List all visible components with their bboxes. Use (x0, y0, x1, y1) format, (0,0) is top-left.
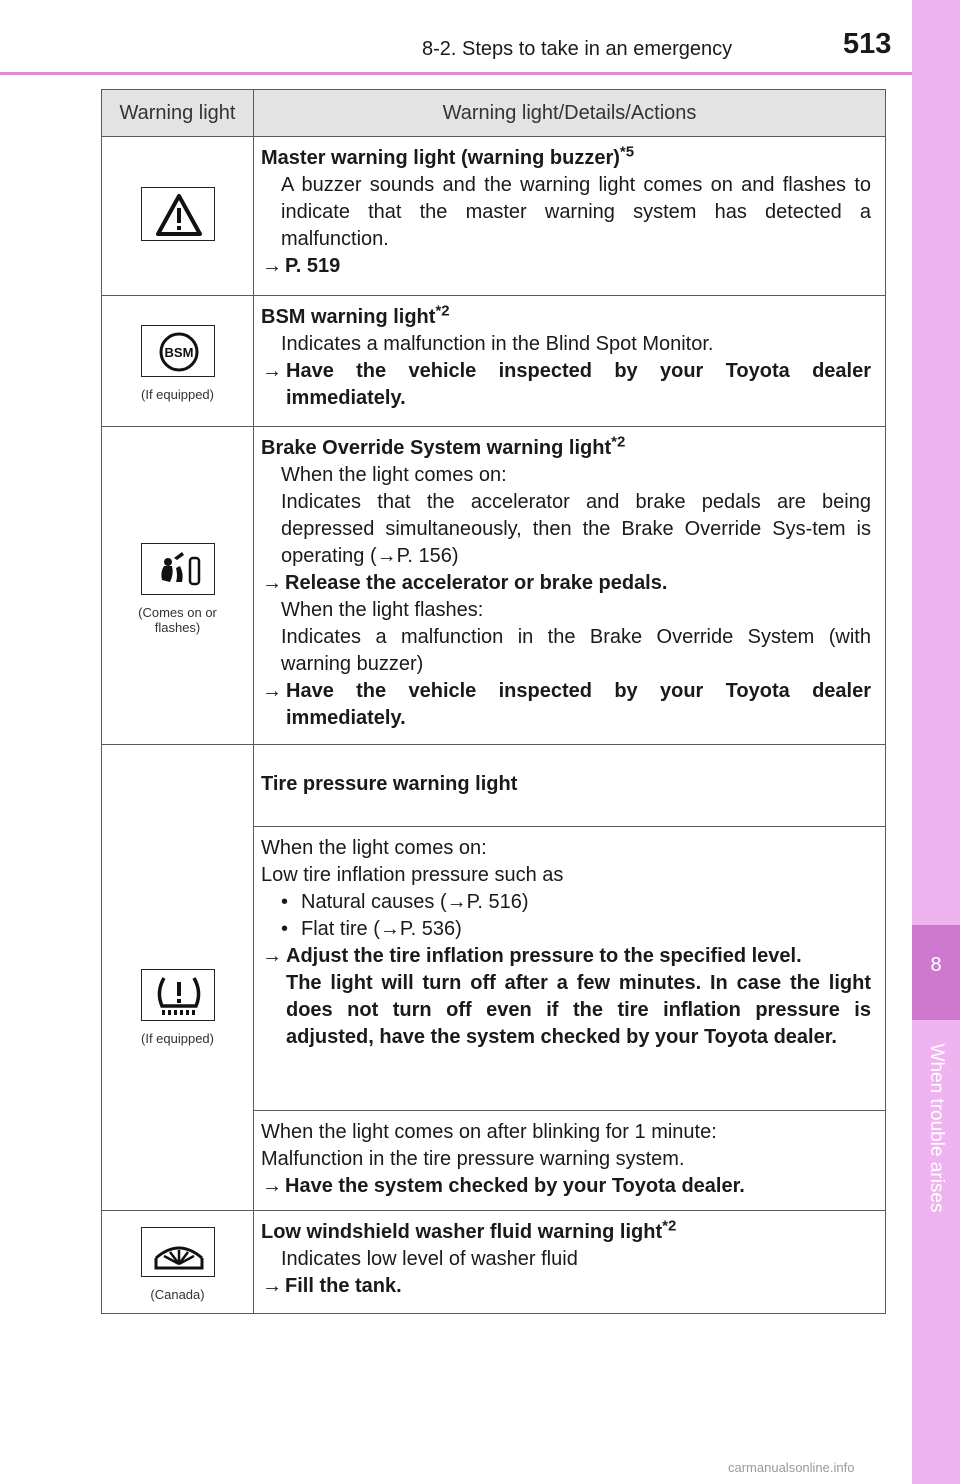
header-details: Warning light/Details/Actions (254, 90, 886, 137)
tire-b-line1: When the light comes on after blinking for 1 minute: (261, 1121, 717, 1143)
master-warning-ref: → P. 519 (262, 255, 341, 277)
brake-override-line2: Indicates that the accelerator and brake pedals are being depressed simultaneously, then the Brake Override Sys-tem is operating (→P. 156) (281, 491, 871, 567)
details-cell (254, 1211, 886, 1314)
details-cell (254, 296, 886, 427)
tire-bullet-1: • Natural causes (→P. 516) (281, 891, 529, 913)
master-warning-triangle-icon (141, 187, 215, 241)
table-row (102, 137, 886, 296)
tire-a-line1: When the light comes on: (261, 837, 487, 859)
watermark: carmanualsonline.info (728, 1460, 855, 1475)
washer-caption: (Canada) (150, 1286, 205, 1302)
bsm-title: BSM warning light$^{*2}$ (261, 302, 450, 328)
tire-a-action: → Adjust the tire inflation pressure to the specified level. (262, 945, 802, 967)
chapter-number: 8 (930, 954, 942, 976)
details-cell (254, 427, 886, 745)
brake-override-icon (141, 543, 215, 595)
tire-b-line2: Malfunction in the tire pressure warning system. (261, 1148, 685, 1170)
icon-cell (102, 1211, 254, 1314)
master-warning-title: Master warning light (warning buzzer)$^{*5}$ (261, 143, 635, 169)
details-cell (254, 137, 886, 296)
table-row (102, 427, 886, 745)
tire-pressure-icon (141, 969, 215, 1021)
bsm-desc: Indicates a malfunction in the Blind Spot Monitor. (281, 333, 714, 355)
icon-cell (102, 137, 254, 296)
table-row (102, 745, 886, 827)
tire-a-action2: The light will turn off after a few minutes. In case the light does not turn off even if the tire inflation pressure is adjusted, have the system checked by your Toyota dealer. (286, 972, 871, 1048)
icon-cell (102, 427, 254, 745)
brake-override-action2: → Have the vehicle inspected by your Toyota dealer immediately. (262, 680, 871, 729)
washer-action: → Fill the tank. (262, 1275, 402, 1297)
table-row (102, 1211, 886, 1314)
tire-pressure-caption: (If equipped) (141, 1031, 214, 1046)
header-rule (0, 72, 912, 75)
brake-override-line1: When the light comes on: (281, 464, 507, 486)
brake-override-action1: → Release the accelerator or brake pedals. (262, 572, 668, 594)
table-row (102, 296, 886, 427)
tire-a-line2: Low tire inflation pressure such as (261, 864, 564, 886)
tire-bullet-2: • Flat tire (→P. 536) (281, 918, 462, 940)
brake-override-caption: (Comes on or flashes) (138, 604, 217, 635)
table-header-row (102, 90, 886, 137)
brake-override-title: Brake Override System warning light$^{*2}$ (261, 433, 626, 459)
tire-b-action: → Have the system checked by your Toyota dealer. (262, 1175, 745, 1197)
icon-cell (102, 745, 254, 1211)
brake-override-line3: When the light flashes: (281, 599, 484, 621)
details-cell (254, 827, 886, 1111)
washer-fluid-icon (141, 1227, 215, 1277)
bsm-action: → Have the vehicle inspected by your Toyota dealer immediately. (262, 360, 871, 409)
details-cell (254, 1111, 886, 1211)
washer-title: Low windshield washer fluid warning light$^{*2}$ (261, 1217, 677, 1243)
chapter-title: When trouble arises (926, 1043, 947, 1213)
details-cell (254, 745, 886, 827)
washer-desc: Indicates low level of washer fluid (281, 1248, 578, 1270)
icon-cell (102, 296, 254, 427)
bsm-icon (141, 325, 215, 377)
tire-pressure-title: Tire pressure warning light (261, 773, 518, 795)
warning-light-table (101, 89, 886, 1314)
svg-text:BSM: BSM (164, 344, 193, 360)
chapter-side-tab (912, 0, 960, 1484)
brake-override-line4: Indicates a malfunction in the Brake Override System (with warning buzzer) (281, 626, 871, 675)
header-warning-light: Warning light (102, 90, 254, 137)
master-warning-desc: A buzzer sounds and the warning light comes on and flashes to indicate that the master warning system has detected a malfunction. (281, 174, 871, 250)
bsm-caption: (If equipped) (141, 386, 214, 402)
section-title: 8-2. Steps to take in an emergency (422, 38, 733, 60)
page-number: 513 (843, 28, 892, 60)
